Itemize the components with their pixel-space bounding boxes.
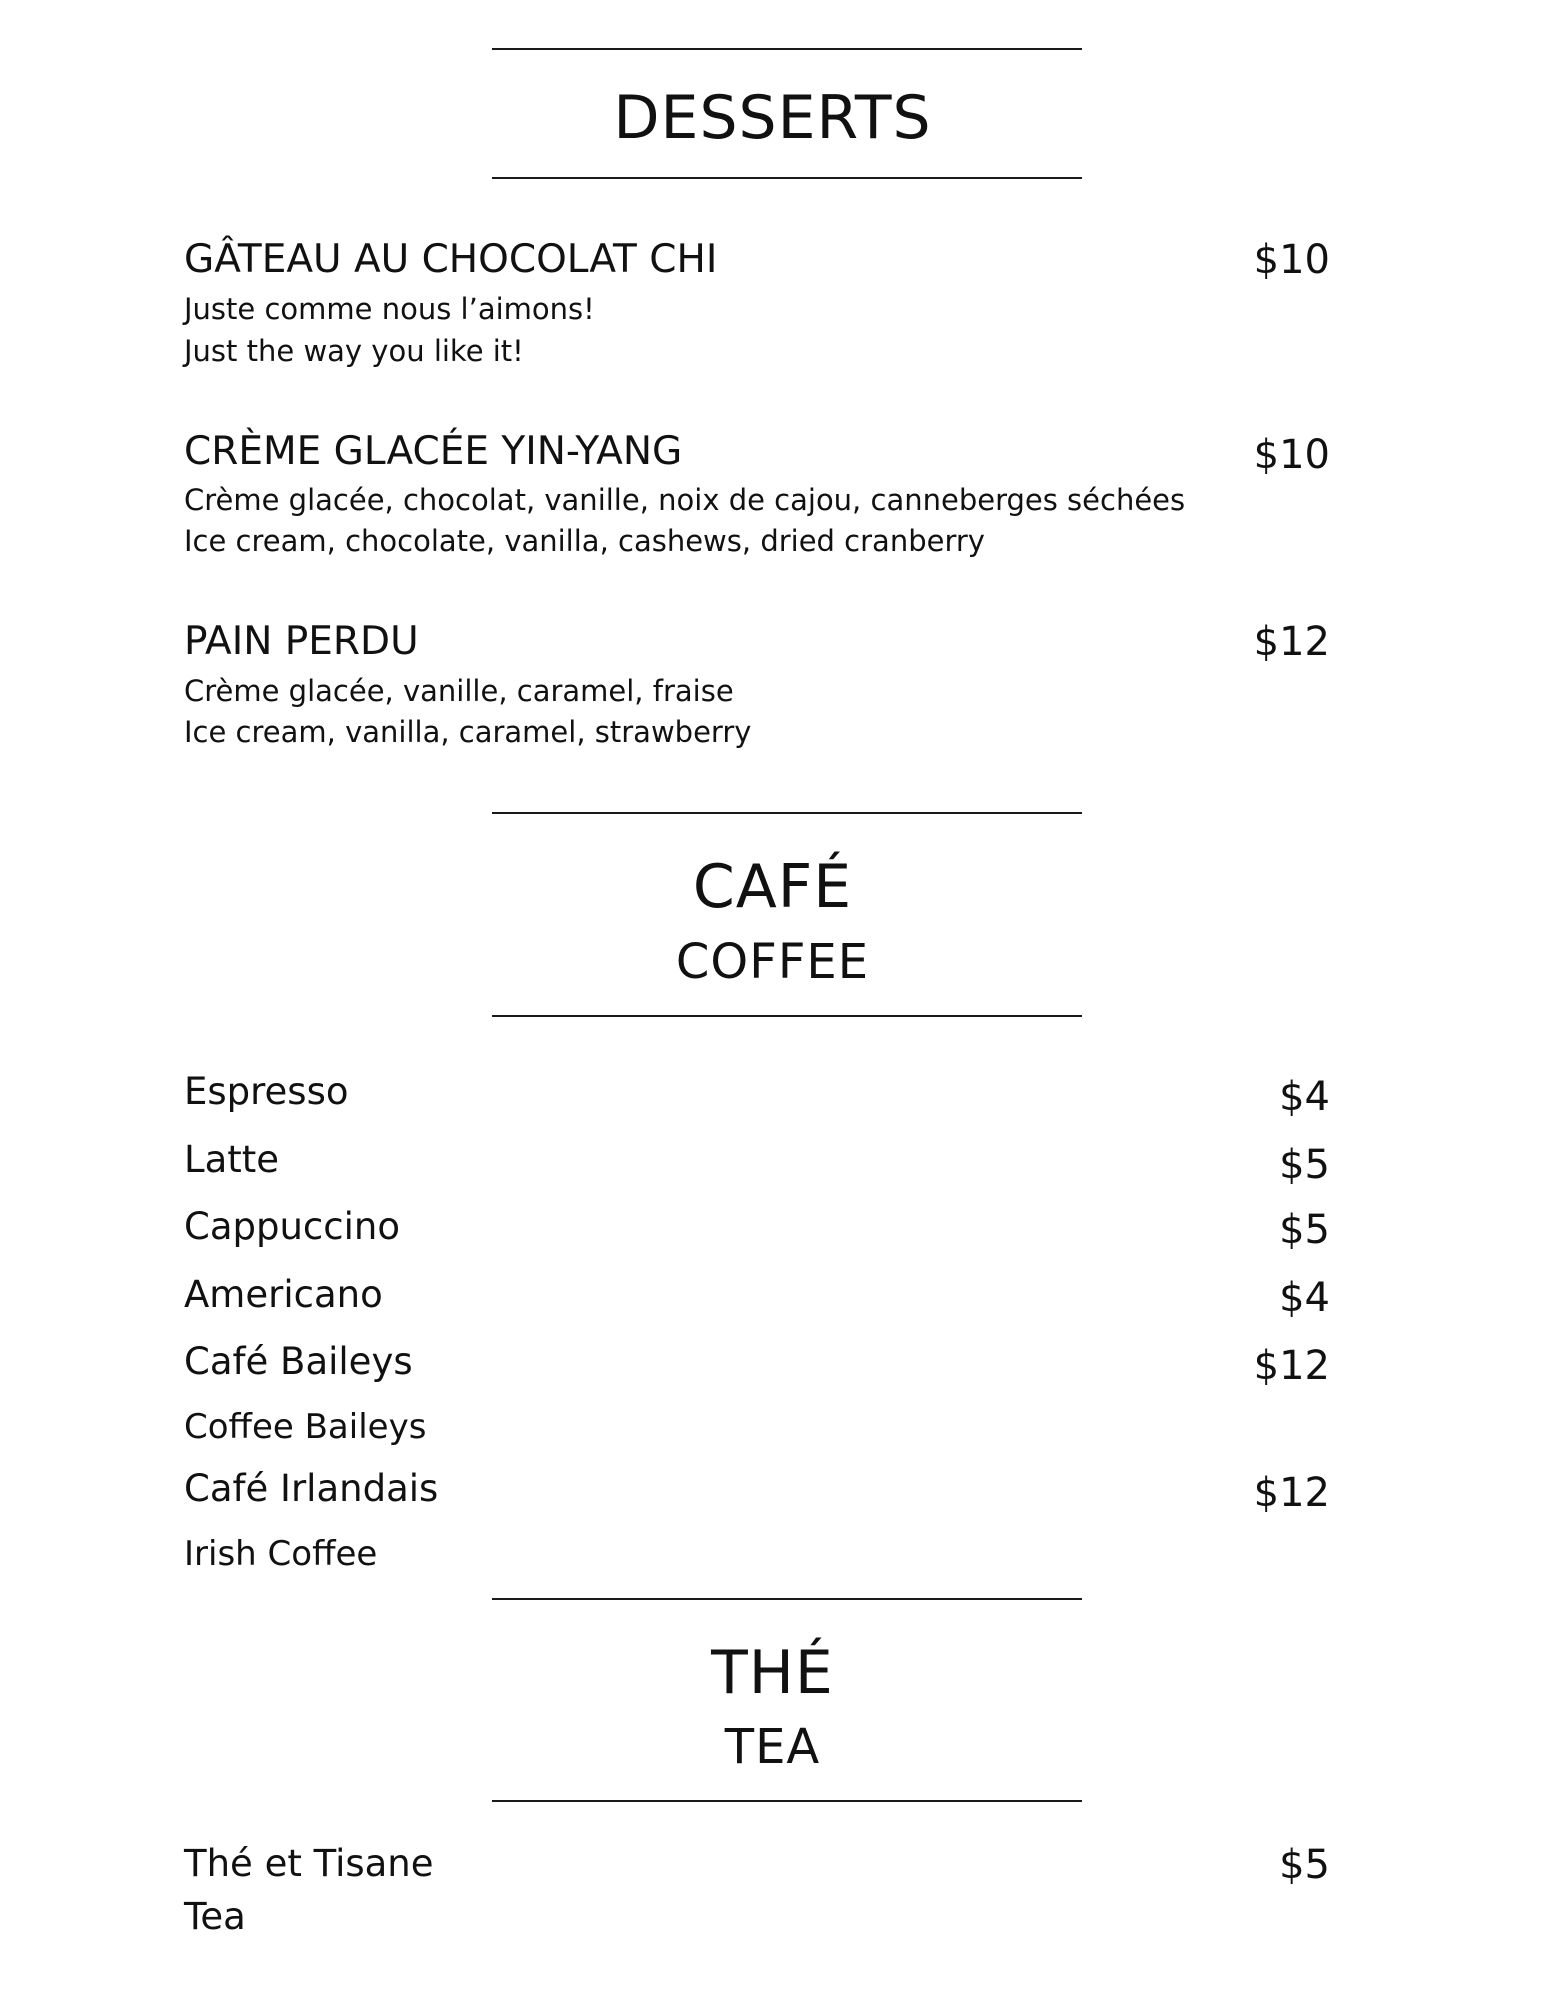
section-subtitle-tea: TEA [724, 1719, 821, 1775]
item-name: Café Baileys [184, 1340, 413, 1383]
item-name: CRÈME GLACÉE YIN-YANG [184, 429, 683, 474]
item-price: $5 [1279, 1142, 1330, 1188]
item-name: Thé et Tisane [184, 1842, 434, 1885]
item-name: Cappuccino [184, 1205, 400, 1248]
item-description-en: Ice cream, chocolate, vanilla, cashews, dried cranberry [184, 524, 985, 558]
section-title-the: THÉ [711, 1638, 834, 1708]
item-description-en: Ice cream, vanilla, caramel, strawberry [184, 715, 752, 749]
item-description-fr: Crème glacée, chocolat, vanille, noix de cajou, canneberges séchées [184, 483, 1186, 517]
divider [492, 1598, 1082, 1600]
item-name-en: Coffee Baileys [184, 1407, 427, 1447]
item-name: Latte [184, 1138, 280, 1181]
item-price: $12 [1253, 1470, 1330, 1516]
item-name: GÂTEAU AU CHOCOLAT CHI [184, 237, 718, 282]
divider [492, 1800, 1082, 1802]
item-name: Americano [184, 1273, 383, 1316]
item-price: $4 [1279, 1074, 1330, 1120]
divider [492, 1015, 1082, 1017]
item-name: PAIN PERDU [184, 619, 419, 664]
divider [492, 48, 1082, 50]
section-title-cafe: CAFÉ [692, 852, 853, 922]
section-subtitle-coffee: COFFEE [675, 934, 870, 990]
item-description-fr: Juste comme nous l’aimons! [184, 292, 595, 326]
section-title-desserts: DESSERTS [613, 83, 932, 153]
item-price: $5 [1279, 1842, 1330, 1888]
item-price: $4 [1279, 1275, 1330, 1321]
divider [492, 812, 1082, 814]
item-name: Espresso [184, 1070, 349, 1113]
item-price: $12 [1253, 1343, 1330, 1389]
item-name-en: Irish Coffee [184, 1534, 378, 1574]
item-description-fr: Crème glacée, vanille, caramel, fraise [184, 674, 734, 708]
item-price: $10 [1253, 237, 1330, 283]
item-name-en: Tea [184, 1895, 246, 1938]
item-description-en: Just the way you like it! [184, 334, 524, 368]
divider [492, 177, 1082, 179]
item-price: $10 [1253, 432, 1330, 478]
item-price: $5 [1279, 1207, 1330, 1253]
item-price: $12 [1253, 619, 1330, 665]
item-name: Café Irlandais [184, 1467, 439, 1510]
